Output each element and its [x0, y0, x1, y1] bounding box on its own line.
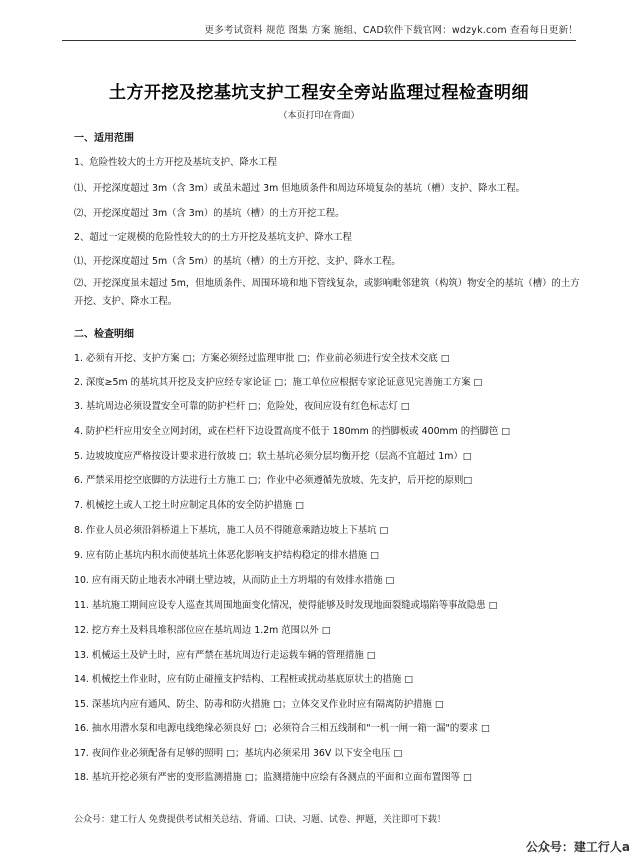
checklist-item: 17. 夜间作业必须配备有足够的照明 □；基坑内必须采用 36V 以下安全电压 □ [74, 748, 403, 759]
checklist-item: 15. 深基坑内应有通风、防尘、防毒和防火措施 □；立体交叉作业时应有隔离防护措施 □ [74, 699, 444, 710]
checklist-item: 6. 严禁采用挖空底脚的方法进行土方施工 □；作业中必须遵循先放坡、先支护，后开挖的原则□ [74, 475, 473, 486]
checklist-item: 1. 必须有开挖、支护方案 □；方案必须经过监理审批 □；作业前必须进行安全技术交底 □ [74, 353, 450, 364]
scope-line: ⑴、开挖深度超过 3m（含 3m）或虽未超过 3m 但地质条件和周边环境复杂的基坑（槽）支护、降水工程。 [74, 183, 525, 194]
checklist-item: 2. 深度≥5m 的基坑其开挖及支护应经专家论证 □；施工单位应根据专家论证意见完善施工方案 □ [74, 377, 483, 388]
checklist-item: 4. 防护栏杆应用安全立网封闭，或在栏杆下边设置高度不低于 180mm 的挡脚板或 400mm 的挡脚笆 □ [74, 426, 511, 437]
checklist-item: 13. 机械运土及铲土时，应有严禁在基坑周边行走运载车辆的管理措施 □ [74, 650, 376, 661]
scope-line: ⑴、开挖深度超过 5m（含 5m）的基坑（槽）的土方开挖、支护、降水工程。 [74, 256, 401, 267]
checklist-item: 12. 挖方弃土及料具堆积部位应在基坑周边 1.2m 范围以外 □ [74, 625, 331, 636]
checklist-item: 14. 机械挖土作业时，应有防止碰撞支护结构、工程桩或扰动基底原状土的措施 □ [74, 674, 414, 685]
checklist-item: 18. 基坑开挖必须有严密的变形监测措施 □；监测措施中应绘有各测点的平面和立面布置图等 □ [74, 772, 472, 783]
scope-line: 2、超过一定规模的危险性较大的的土方开挖及基坑支护、降水工程 [74, 232, 352, 243]
checklist-item: 8. 作业人员必须沿斜桥道上下基坑，施工人员不得随意乘踏边坡上下基坑 □ [74, 525, 389, 536]
section-heading: 二、检查明细 [74, 329, 134, 340]
header-note: 更多考试资料 规范 图集 方案 施组、CAD软件下载官网：wdzyk.com 查看每日更新！ [204, 25, 578, 36]
scope-line: ⑵、开挖深度超过 3m（含 3m）的基坑（槽）的土方开挖工程。 [74, 208, 345, 219]
footer-note: 公众号：建工行人 免费提供考试相关总结、背诵、口诀、习题、试卷、押题，关注即可下载！ [74, 815, 446, 825]
checklist-item: 16. 抽水用潜水泵和电源电线绝缘必须良好 □；必须符合三相五线制和"一机一闸一箱一漏"的要求 □ [74, 723, 490, 734]
header-divider [62, 40, 576, 41]
checklist-item: 7. 机械挖土或人工挖土时应制定具体的安全防护措施 □ [74, 500, 305, 511]
checklist-item: 11. 基坑施工期间应设专人巡查其周围地面变化情况，使得能够及时发现地面裂缝或塌陷等事故隐患 □ [74, 600, 498, 611]
scope-line: ⑵、开挖深度虽未超过 5m，但地质条件、周围环境和地下管线复杂，或影响毗邻建筑（构筑）物安全的基坑（槽）的土方开挖、支护、降水工程。 [74, 278, 580, 307]
page-title: 土方开挖及挖基坑支护工程安全旁站监理过程检查明细 [109, 83, 529, 103]
checklist-item: 10. 应有雨天防止地表水冲刷土壁边坡，从而防止土方坍塌的有效排水措施 □ [74, 575, 395, 586]
page-subtitle: （本页打印在背面） [278, 111, 360, 121]
scope-line: 1、危险性较大的土方开挖及基坑支护、降水工程 [74, 157, 277, 168]
checklist-item: 9. 应有防止基坑内积水而使基坑土体恶化影响支护结构稳定的排水措施 □ [74, 550, 380, 561]
section-heading: 一、适用范围 [74, 133, 134, 144]
watermark: 公众号：建工行人a [525, 840, 630, 854]
checklist-item: 5. 边坡坡度应严格按设计要求进行放坡 □；软土基坑必须分层均衡开挖（层高不宜超过 1m）□ [74, 451, 472, 462]
checklist-item: 3. 基坑周边必须设置安全可靠的防护栏杆 □；危险处，夜间应设有红色标志灯 □ [74, 401, 410, 412]
